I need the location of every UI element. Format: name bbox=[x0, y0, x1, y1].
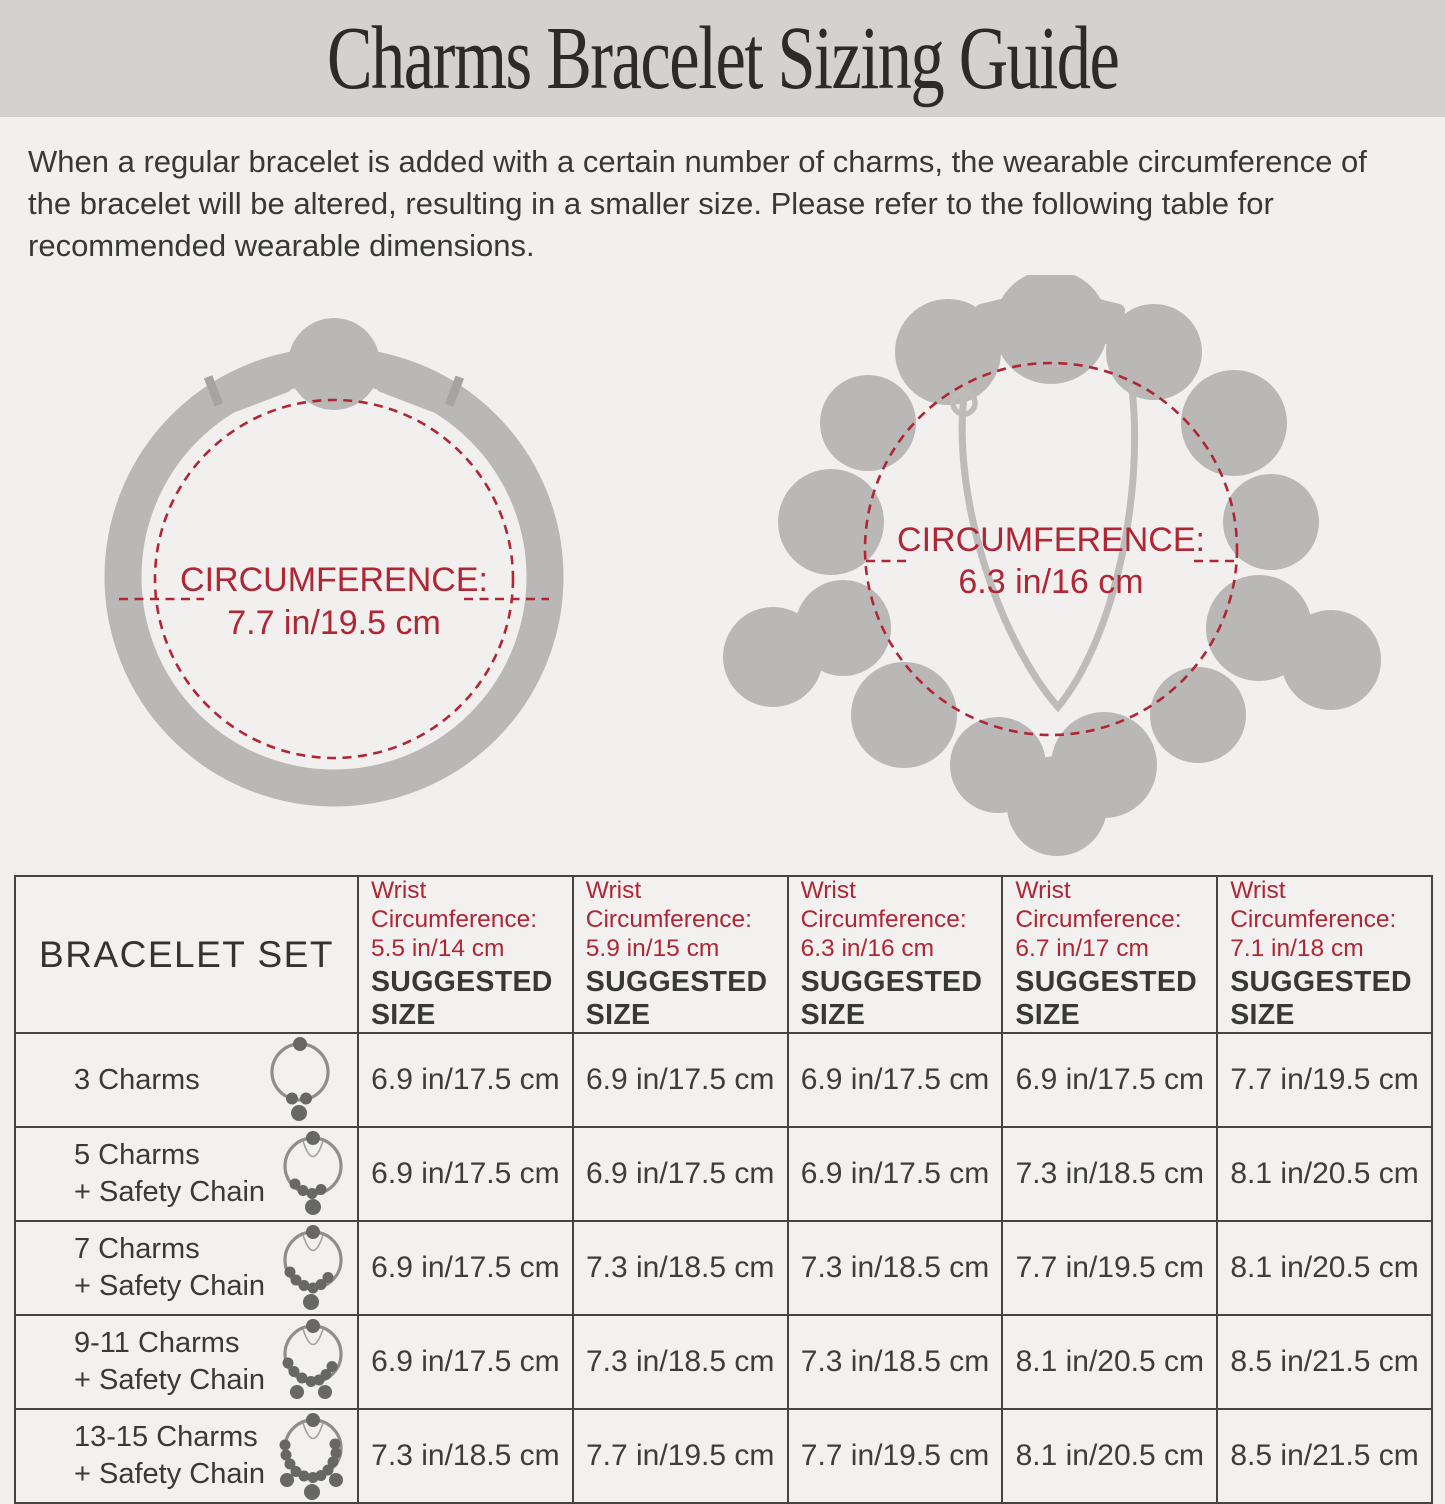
bracelet-7-charms-safety-chain-icon bbox=[271, 1222, 355, 1314]
bracelet-set-cell bbox=[15, 1221, 358, 1315]
suggested-size-label: SUGGESTED SIZE bbox=[371, 966, 553, 1032]
plain-bracelet-illustration bbox=[24, 275, 644, 863]
size-cell: 8.5 in/21.5 cm bbox=[1217, 1315, 1432, 1409]
size-cell: 7.7 in/19.5 cm bbox=[1002, 1221, 1217, 1315]
set-name: 3 Charms bbox=[74, 1063, 200, 1096]
circumference-value: 6.3 in/16 cm bbox=[958, 563, 1144, 602]
set-name: 5 Charms bbox=[74, 1138, 200, 1171]
circumference-value: 7.7 in/19.5 cm bbox=[227, 604, 441, 643]
set-name: 7 Charms bbox=[74, 1232, 200, 1265]
bracelet-set-header: BRACELET SET bbox=[15, 876, 358, 1033]
table-row-13-15-charms bbox=[15, 1409, 1432, 1503]
set-name-line2: + Safety Chain bbox=[74, 1176, 266, 1209]
bracelet-5-charms-safety-chain-icon bbox=[271, 1128, 355, 1220]
set-name: 9-11 Charms bbox=[74, 1326, 240, 1359]
clasp-bead bbox=[288, 318, 380, 410]
size-cell: 8.5 in/21.5 cm bbox=[1217, 1409, 1432, 1503]
sizing-table bbox=[14, 875, 1433, 1504]
wrist-circumference-label: Wrist Circumference: bbox=[1230, 877, 1397, 934]
size-cell: 7.3 in/18.5 cm bbox=[1002, 1127, 1217, 1221]
size-cell: 7.7 in/19.5 cm bbox=[573, 1409, 788, 1503]
set-name: 13-15 Charms bbox=[74, 1420, 258, 1453]
wrist-column-header-18cm bbox=[1217, 876, 1432, 1033]
table-row-5-charms bbox=[15, 1127, 1432, 1221]
size-cell: 6.9 in/17.5 cm bbox=[358, 1221, 573, 1315]
bracelet-9-11-charms-safety-chain-icon bbox=[271, 1316, 355, 1408]
set-name-line2: + Safety Chain bbox=[74, 1458, 266, 1491]
bracelet-set-cell bbox=[15, 1315, 358, 1409]
charm-bracelet-diagram bbox=[706, 275, 1396, 863]
size-cell: 6.9 in/17.5 cm bbox=[573, 1033, 788, 1127]
diagrams-section bbox=[0, 273, 1445, 871]
size-cell: 6.9 in/17.5 cm bbox=[358, 1315, 573, 1409]
size-cell: 7.3 in/18.5 cm bbox=[788, 1315, 1003, 1409]
suggested-size-label: SUGGESTED SIZE bbox=[1230, 966, 1412, 1032]
bracelet-13-15-charms-safety-chain-icon bbox=[271, 1410, 355, 1502]
bracelet-set-cell bbox=[15, 1033, 358, 1127]
wrist-circumference-label: Wrist Circumference: bbox=[1015, 877, 1182, 934]
suggested-size-label: SUGGESTED SIZE bbox=[585, 966, 768, 1032]
wrist-circumference-size: 5.9 in/15 cm bbox=[585, 934, 720, 962]
size-cell: 6.9 in/17.5 cm bbox=[788, 1033, 1003, 1127]
header-band bbox=[0, 0, 1445, 117]
plain-bracelet-diagram bbox=[24, 275, 644, 863]
wrist-circumference-size: 7.1 in/18 cm bbox=[1230, 934, 1364, 962]
page-title: Charms Bracelet Sizing Guide bbox=[326, 9, 1119, 108]
size-cell: 6.9 in/17.5 cm bbox=[358, 1127, 573, 1221]
wrist-circumference-label: Wrist Circumference: bbox=[585, 877, 752, 934]
bracelet-3-charms-icon bbox=[258, 1034, 342, 1126]
size-cell: 7.3 in/18.5 cm bbox=[358, 1409, 573, 1503]
size-cell: 6.9 in/17.5 cm bbox=[358, 1033, 573, 1127]
wrist-column-header-17cm bbox=[1002, 876, 1217, 1033]
bracelet-set-cell bbox=[15, 1127, 358, 1221]
wrist-circumference-size: 5.5 in/14 cm bbox=[371, 934, 505, 962]
size-cell: 6.9 in/17.5 cm bbox=[788, 1127, 1003, 1221]
size-cell: 8.1 in/20.5 cm bbox=[1217, 1221, 1432, 1315]
set-name-line2: + Safety Chain bbox=[74, 1270, 266, 1303]
table-row-3-charms bbox=[15, 1033, 1432, 1127]
suggested-size-label: SUGGESTED SIZE bbox=[1015, 966, 1198, 1032]
size-cell: 8.1 in/20.5 cm bbox=[1217, 1127, 1432, 1221]
wrist-column-header-16cm bbox=[788, 876, 1003, 1033]
size-cell: 7.7 in/19.5 cm bbox=[788, 1409, 1003, 1503]
bracelet-band-silhouette bbox=[123, 318, 545, 788]
size-cell: 7.3 in/18.5 cm bbox=[788, 1221, 1003, 1315]
wrist-circumference-label: Wrist Circumference: bbox=[371, 877, 538, 934]
table-row-9-11-charms bbox=[15, 1315, 1432, 1409]
charm-bracelet-illustration bbox=[706, 275, 1396, 863]
set-name-line2: + Safety Chain bbox=[74, 1364, 266, 1397]
size-cell: 7.3 in/18.5 cm bbox=[573, 1315, 788, 1409]
suggested-size-label: SUGGESTED SIZE bbox=[800, 966, 983, 1032]
bracelet-set-cell bbox=[15, 1409, 358, 1503]
size-cell: 7.7 in/19.5 cm bbox=[1217, 1033, 1432, 1127]
intro-paragraph: When a regular bracelet is added with a certain number of charms, the wearable circumference of the bracelet will be altered, resulting in a smaller size. Please refer to the following table for recommended wearable dimensions. bbox=[28, 144, 1367, 264]
size-cell: 7.3 in/18.5 cm bbox=[573, 1221, 788, 1315]
wrist-circumference-size: 6.7 in/17 cm bbox=[1015, 934, 1149, 962]
circumference-label: CIRCUMFERENCE: bbox=[180, 561, 488, 600]
wrist-column-header-14cm bbox=[358, 876, 573, 1033]
wrist-circumference-size: 6.3 in/16 cm bbox=[800, 934, 935, 962]
size-cell: 8.1 in/20.5 cm bbox=[1002, 1315, 1217, 1409]
table-header-row bbox=[15, 876, 1432, 1033]
wrist-circumference-label: Wrist Circumference: bbox=[800, 877, 967, 934]
table-row-7-charms bbox=[15, 1221, 1432, 1315]
size-cell: 8.1 in/20.5 cm bbox=[1002, 1409, 1217, 1503]
wrist-column-header-15cm bbox=[573, 876, 788, 1033]
circumference-label: CIRCUMFERENCE: bbox=[897, 521, 1205, 560]
size-cell: 6.9 in/17.5 cm bbox=[573, 1127, 788, 1221]
size-cell: 6.9 in/17.5 cm bbox=[1002, 1033, 1217, 1127]
